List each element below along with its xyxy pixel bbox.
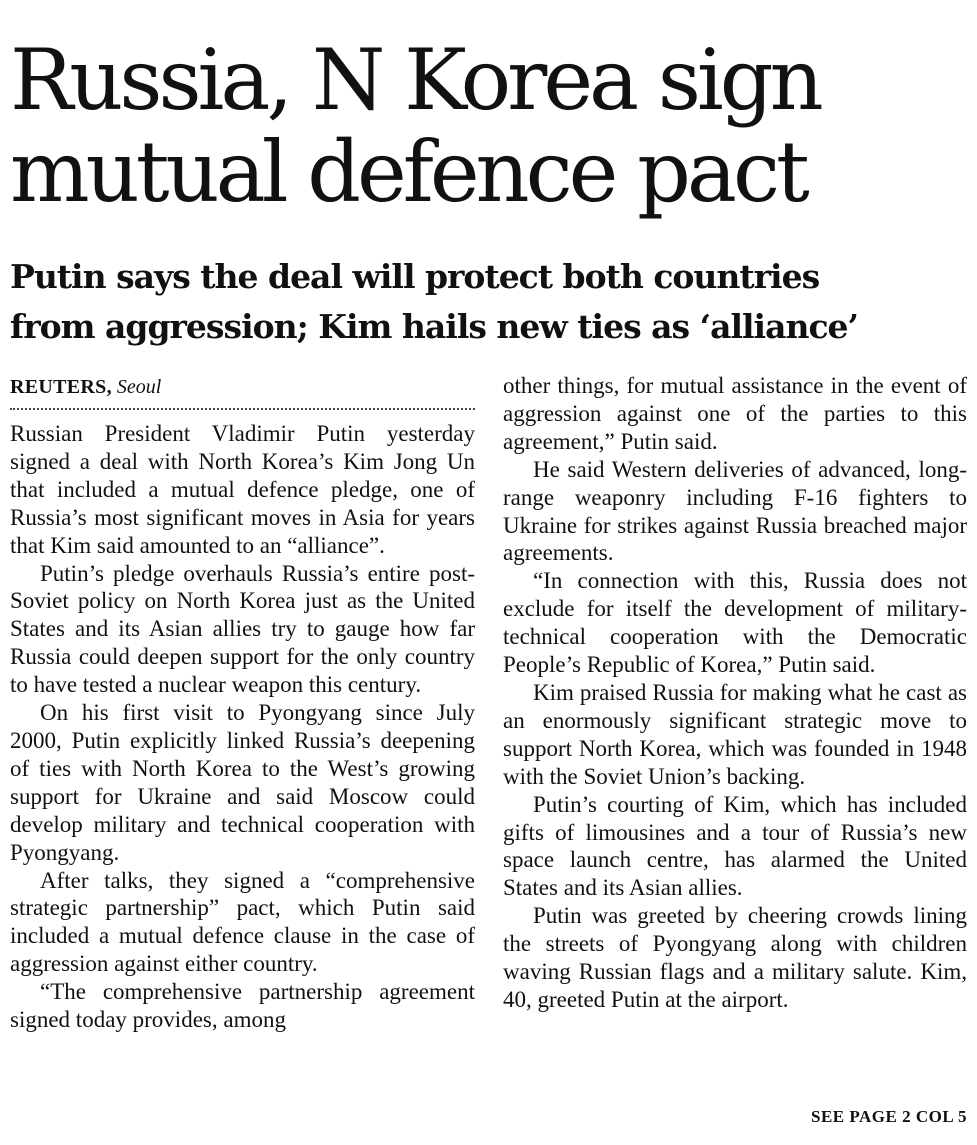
paragraph: “The comprehensive partnership agreement signed today provides, among: [10, 979, 475, 1033]
paragraph: On his first visit to Pyongyang since July 2000, Putin explicitly linked Russia’s deepening of ties with North Korea to the West’s growing support for Ukraine and said Moscow could develop military and technical cooperation with Pyongyang.: [10, 700, 475, 865]
byline-agency: REUTERS,: [10, 376, 112, 398]
article-column-right: [503, 372, 967, 1014]
paragraph: Putin’s pledge overhauls Russia’s entire post-Soviet policy on North Korea just as the United States and its Asian allies try to gauge how far Russia could deepen support for the only country to have tested a nuclear weapon this century.: [10, 560, 475, 698]
subheadline-line-1: Putin says the deal will protect both countries: [10, 257, 820, 296]
byline-divider: [10, 408, 475, 410]
byline: [10, 372, 475, 408]
paragraph: Putin’s courting of Kim, which has included gifts of limousines and a tour of Russia’s new space launch centre, has alarmed the United States and its Asian allies.: [503, 791, 967, 901]
paragraph: After talks, they signed a “comprehensive strategic partnership” pact, which Putin said included a mutual defence clause in the case of aggression against either country.: [10, 867, 475, 977]
paragraph: Russian President Vladimir Putin yesterday signed a deal with North Korea’s Kim Jong Un that included a mutual defence pledge, one of Russia’s most significant moves in Asia for years that Kim said amounted to an “alliance”.: [10, 421, 475, 558]
headline-line-2: mutual defence pact: [10, 123, 806, 221]
news-article: [10, 0, 967, 1145]
subheadline: [10, 252, 967, 352]
paragraph: He said Western deliveries of advanced, long-range weaponry including F-16 fighters to Ukraine for strikes against Russia breached major agreements.: [503, 456, 967, 566]
article-column-left: [10, 372, 475, 1034]
headline: [10, 31, 967, 221]
paragraph-continued: other things, for mutual assistance in the event of aggression against one of the parties to this agreement,” Putin said.: [503, 373, 967, 454]
paragraph: Kim praised Russia for making what he cast as an enormously significant strategic move to support North Korea, which was founded in 1948 with the Soviet Union’s backing.: [503, 679, 967, 789]
headline-line-1: Russia, N Korea sign: [10, 31, 820, 129]
continued-on-page-link[interactable]: SEE PAGE 2 COL 5: [811, 1107, 967, 1126]
paragraph: “In connection with this, Russia does not exclude for itself the development of military-technical cooperation with the Democratic People’s Republic of Korea,” Putin said.: [503, 568, 967, 678]
subheadline-line-2: from aggression; Kim hails new ties as ‘alliance’: [10, 307, 859, 346]
byline-dateline: Seoul: [116, 376, 162, 398]
paragraph: Putin was greeted by cheering crowds lining the streets of Pyongyang along with children waving Russian flags and a military salute. Kim, 40, greeted Putin at the airport.: [503, 903, 967, 1012]
